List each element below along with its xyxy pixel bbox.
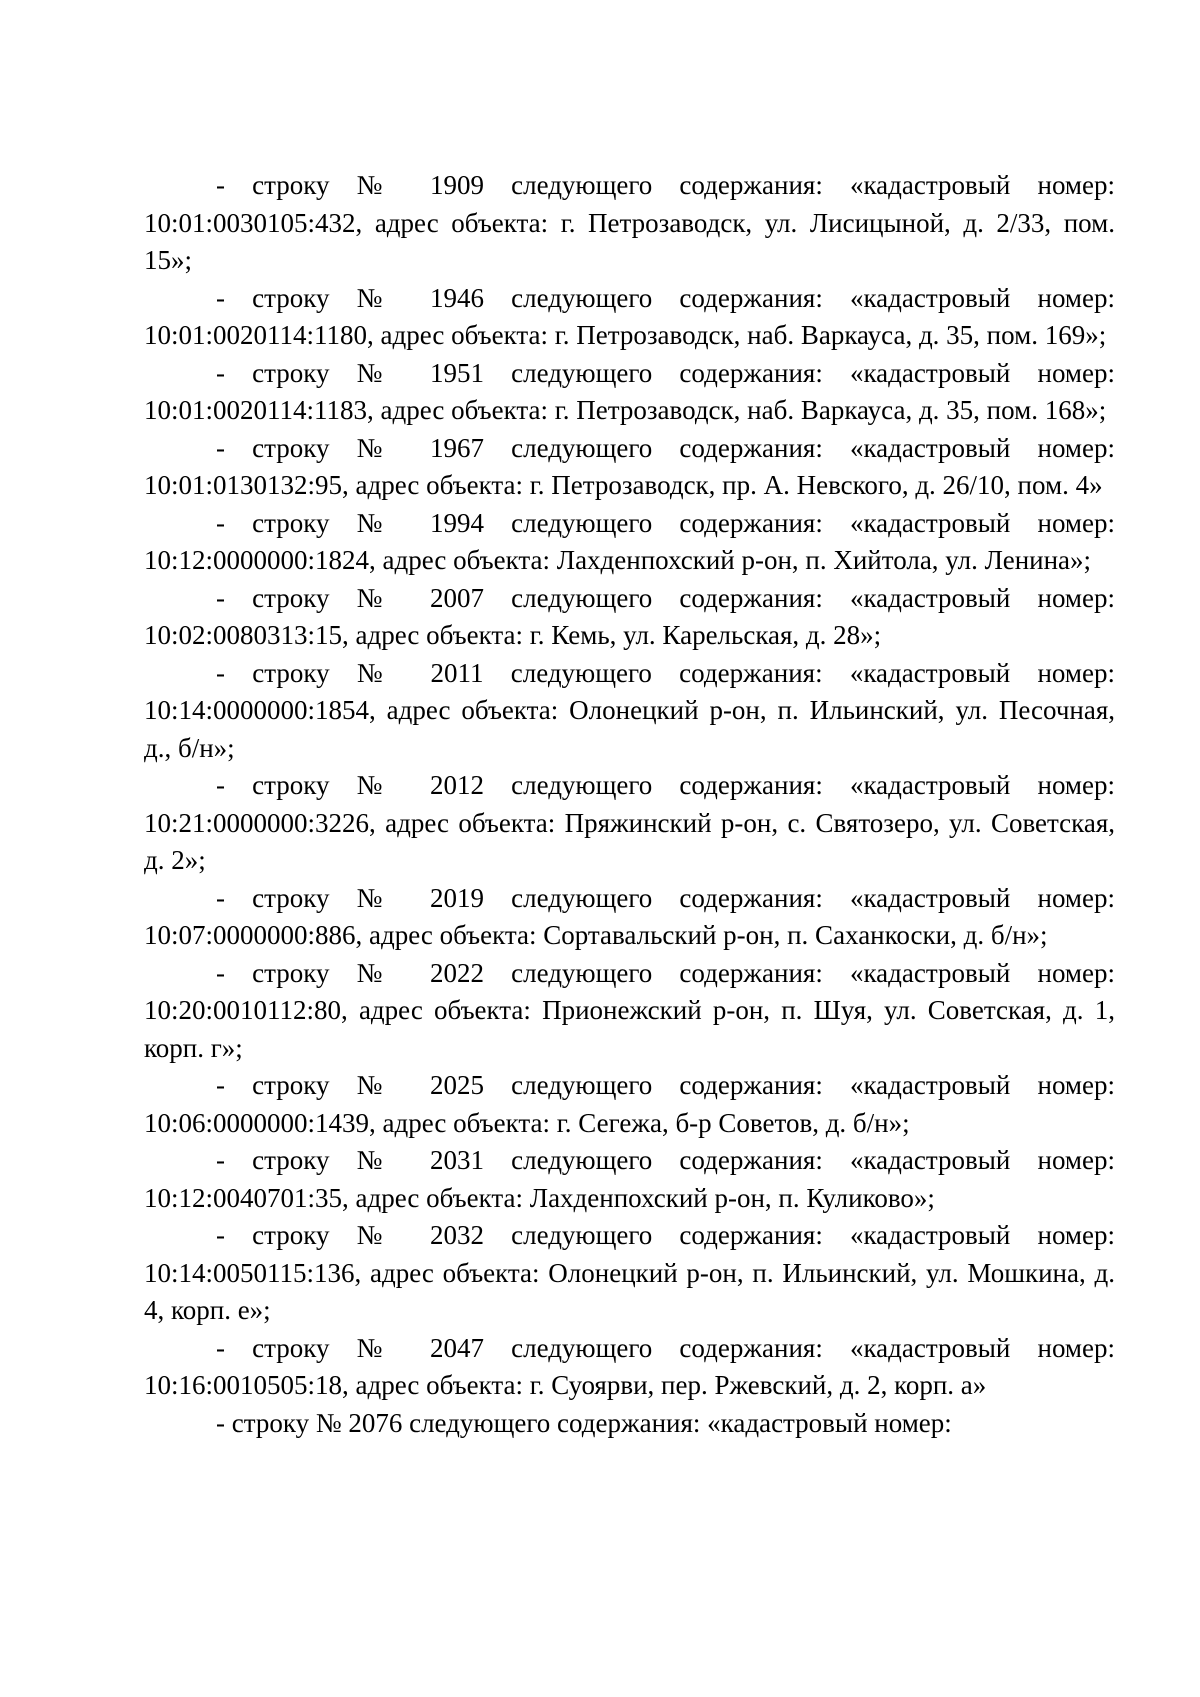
list-item-row-1967: - строку № 1967 следующего содержания: «кадастровый номер: 10:01:0130132:95, адрес объекта: г. Петрозаводск, пр. А. Невского, д. 26/10, пом. 4» bbox=[144, 432, 1115, 500]
list-item-row-2025: - строку № 2025 следующего содержания: «кадастровый номер: 10:06:0000000:1439, адрес объекта: г. Сегежа, б-р Советов, д. б/н»; bbox=[144, 1070, 1115, 1138]
list-item-row-1909: - строку № 1909 следующего содержания: «кадастровый номер: 10:01:0030105:432, адрес объекта: г. Петрозаводск, ул. Лисицыной, д. 2/33, пом. 15»; bbox=[144, 170, 1115, 275]
list-item-row-1946: - строку № 1946 следующего содержания: «кадастровый номер: 10:01:0020114:1180, адрес объекта: г. Петрозаводск, наб. Варкауса, д. 35, пом. 169»; bbox=[144, 282, 1115, 350]
list-item-row-2076: - строку № 2076 следующего содержания: «кадастровый номер: bbox=[216, 1407, 952, 1438]
list-item-row-2007: - строку № 2007 следующего содержания: «кадастровый номер: 10:02:0080313:15, адрес объекта: г. Кемь, ул. Карельская, д. 28»; bbox=[144, 582, 1115, 650]
document-body bbox=[144, 167, 1115, 1442]
list-item-row-2011: - строку № 2011 следующего содержания: «кадастровый номер: 10:14:0000000:1854, адрес объекта: Олонецкий р-он, п. Ильинский, ул. Песочная, д., б/н»; bbox=[144, 657, 1115, 763]
list-item-row-2019: - строку № 2019 следующего содержания: «кадастровый номер: 10:07:0000000:886, адрес объекта: Сортавальский р-он, п. Саханкоски, д. б/н»; bbox=[144, 882, 1115, 950]
list-item-row-2022: - строку № 2022 следующего содержания: «кадастровый номер: 10:20:0010112:80, адрес объекта: Прионежский р-он, п. Шуя, ул. Советская, д. 1, корп. г»; bbox=[144, 957, 1115, 1063]
list-item-row-1994: - строку № 1994 следующего содержания: «кадастровый номер: 10:12:0000000:1824, адрес объекта: Лахденпохский р-он, п. Хийтола, ул. Ленина»; bbox=[144, 507, 1115, 575]
list-item-row-2031: - строку № 2031 следующего содержания: «кадастровый номер: 10:12:0040701:35, адрес объекта: Лахденпохский р-он, п. Куликово»; bbox=[144, 1145, 1115, 1213]
list-item-row-2047: - строку № 2047 следующего содержания: «кадастровый номер: 10:16:0010505:18, адрес объекта: г. Суоярви, пер. Ржевский, д. 2, корп. а» bbox=[144, 1332, 1115, 1400]
list-item-row-2032: - строку № 2032 следующего содержания: «кадастровый номер: 10:14:0050115:136, адрес объекта: Олонецкий р-он, п. Ильинский, ул. Мошкина, д. 4, корп. е»; bbox=[144, 1220, 1115, 1325]
list-item-row-2012: - строку № 2012 следующего содержания: «кадастровый номер: 10:21:0000000:3226, адрес объекта: Пряжинский р-он, с. Святозеро, ул. Советская, д. 2»; bbox=[144, 770, 1115, 875]
list-item-row-1951: - строку № 1951 следующего содержания: «кадастровый номер: 10:01:0020114:1183, адрес объекта: г. Петрозаводск, наб. Варкауса, д. 35, пом. 168»; bbox=[144, 357, 1115, 425]
